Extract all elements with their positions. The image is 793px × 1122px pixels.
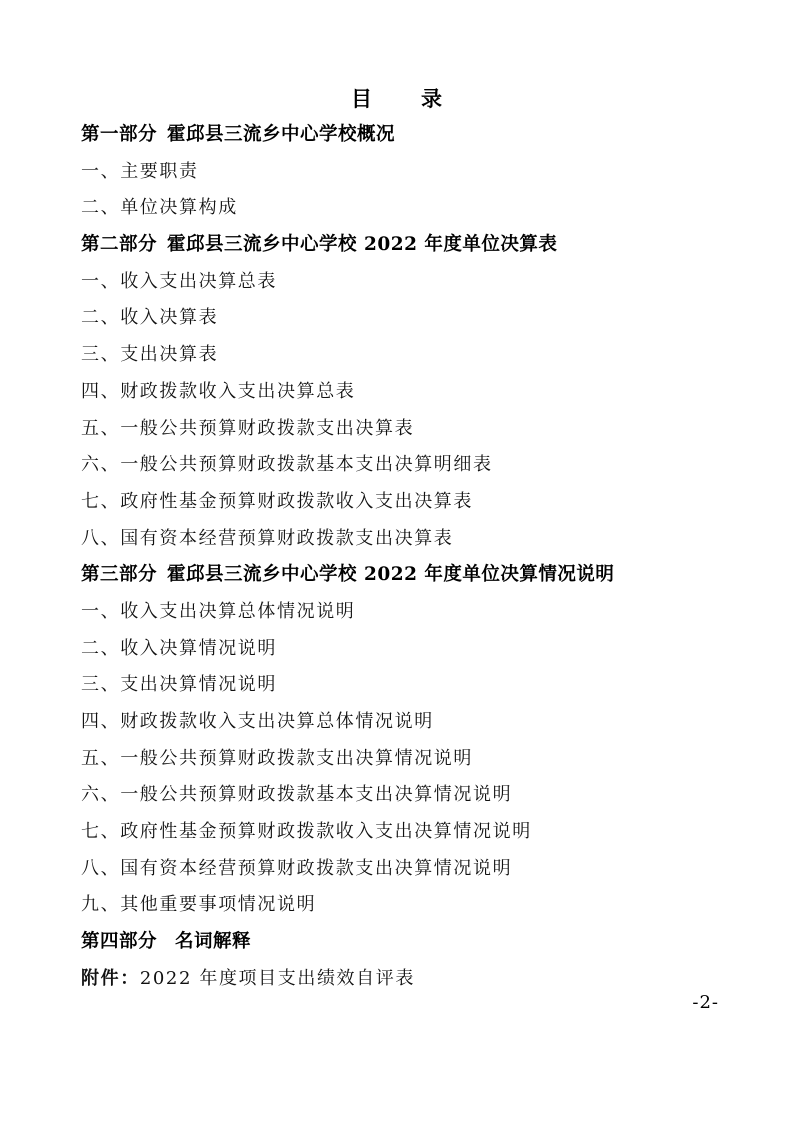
toc-item: 六、一般公共预算财政拨款基本支出决算明细表 <box>81 454 493 476</box>
toc-item: 四、财政拨款收入支出决算总表 <box>81 380 356 402</box>
toc-part-4-heading <box>81 924 741 961</box>
toc-part-3-heading <box>81 557 741 594</box>
toc-part-title: 霍邱县三流乡中心学校 2022 年度单位决算情况说明 <box>167 564 615 586</box>
attachment-label: 附件： <box>81 967 140 989</box>
toc-part-prefix: 第一部分 <box>81 124 158 145</box>
toc-item: 八、国有资本经营预算财政拨款支出决算表 <box>81 527 454 549</box>
page-number: -2- <box>692 992 719 1013</box>
toc-item: 一、主要职责 <box>81 160 199 182</box>
toc-attachment <box>81 961 741 998</box>
toc-item: 五、一般公共预算财政拨款支出决算情况说明 <box>81 747 473 769</box>
toc-part-1-heading <box>81 117 741 154</box>
toc-item: 一、收入支出决算总表 <box>81 270 277 292</box>
toc-part-title: 霍邱县三流乡中心学校概况 <box>167 124 396 145</box>
toc-item: 二、收入决算表 <box>81 307 219 329</box>
toc-part-2-heading <box>81 227 741 264</box>
page-title: 目 录 <box>351 86 456 111</box>
table-of-contents <box>81 117 741 998</box>
toc-item: 六、一般公共预算财政拨款基本支出决算情况说明 <box>81 784 513 806</box>
toc-part-title: 霍邱县三流乡中心学校 2022 年度单位决算表 <box>167 234 558 256</box>
toc-item: 三、支出决算情况说明 <box>81 674 277 696</box>
toc-item: 二、单位决算构成 <box>81 197 238 219</box>
attachment-text: 2022 年度项目支出绩效自评表 <box>139 967 415 989</box>
toc-item: 七、政府性基金预算财政拨款收入支出决算情况说明 <box>81 821 532 843</box>
toc-item: 四、财政拨款收入支出决算总体情况说明 <box>81 711 434 732</box>
toc-item: 七、政府性基金预算财政拨款收入支出决算表 <box>81 490 473 512</box>
toc-item: 二、收入决算情况说明 <box>81 637 277 659</box>
toc-part-prefix: 第二部分 <box>81 234 158 256</box>
toc-item: 八、国有资本经营预算财政拨款支出决算情况说明 <box>81 857 513 879</box>
toc-item: 五、一般公共预算财政拨款支出决算表 <box>81 417 415 439</box>
toc-item: 九、其他重要事项情况说明 <box>81 894 317 916</box>
toc-part-prefix: 第三部分 <box>81 564 158 586</box>
toc-part-prefix: 第四部分 <box>81 931 158 953</box>
toc-item: 三、支出决算表 <box>81 344 219 366</box>
toc-item: 一、收入支出决算总体情况说明 <box>81 600 356 622</box>
toc-part-title: 名词解释 <box>175 931 252 953</box>
